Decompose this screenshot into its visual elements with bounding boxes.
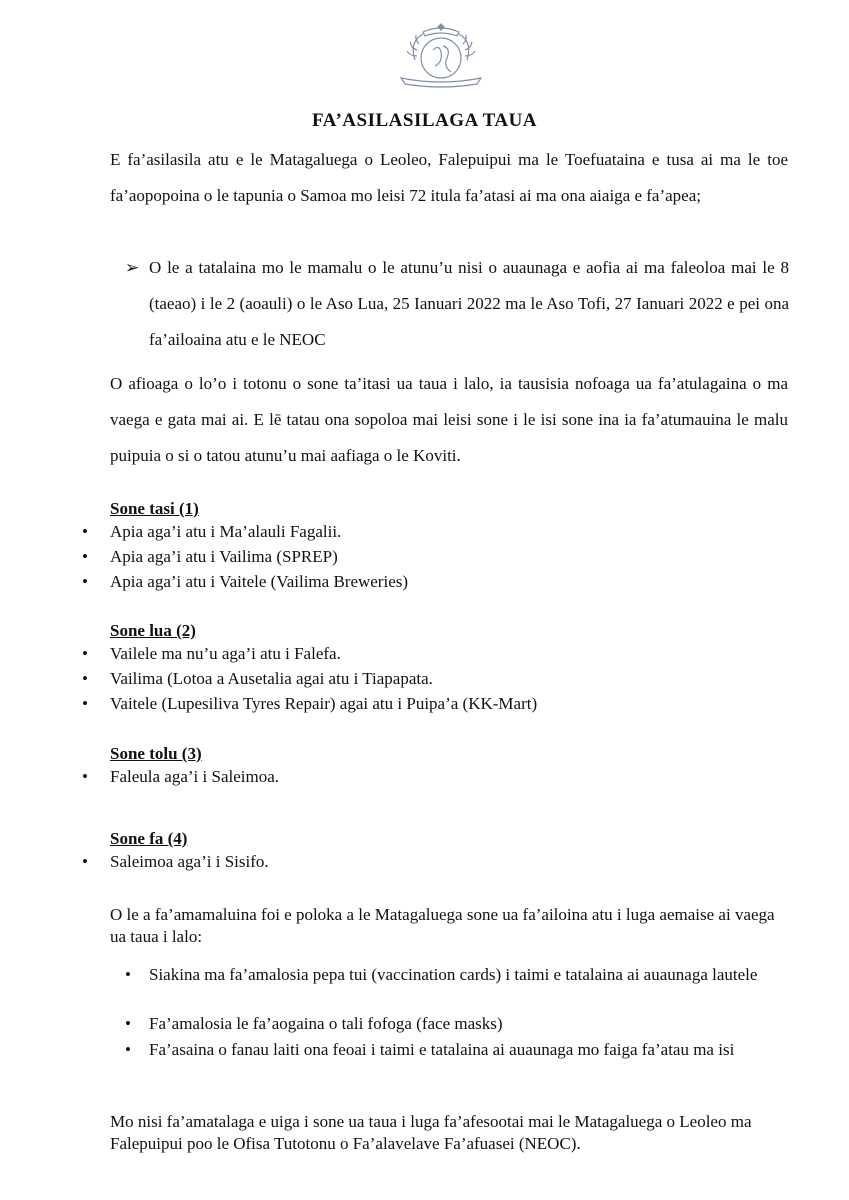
zone-list-item: • Apia aga’i atu i Vailima (SPREP)	[82, 547, 338, 566]
zone-list-item: • Apia aga’i atu i Ma’alauli Fagalii.	[82, 522, 342, 541]
bullet-icon: •	[125, 1040, 131, 1059]
intro-paragraph: E fa’asilasila atu e le Matagaluega o Leoleo, Falepuipui ma le Toefuataina e tusa ai ma le toe fa’aopopoina o le tapunia o Samoa mo leisi 72 itula fa’atasi ai ma ona aiaiga e fa’apea;	[110, 150, 788, 205]
document-page: FA’ASILASILAGA TAUA E fa’asilasila atu e le Matagaluega o Leoleo, Falepuipui ma le Toefuataina e tusa ai ma le toe fa’aopopoina o le tapunia o Samoa mo leisi 72 itula fa’atasi ai ma ona aiaiga e fa’apea; ➢ O le a tatalaina mo le mamalu o le atunu’u nisi o auaunaga e aofia ai ma faleoloa mai le 8 (taeao) i le 2 (aoauli) o le Aso Lua, 25 Ianuari 2022 ma le Aso Tofi, 27 Ianuari 2022 e pei ona fa’ailoaina atu e le NEOC O afioaga o lo’o i totonu o sone ta’itasi ua taua i lalo, ia tausisia nofoaga ua fa’atulagaina o ma vaega e gata mai ai. E lē tatau ona sopoloa mai leisi sone i le isi sone ina ia fa’atumauina le malu puipuia o si o tatou atunu’u mai aafiaga o le Koviti. Sone tasi (1) • Apia aga’i atu i Ma’alauli Fagalii. • Apia aga’i atu i Vailima (SPREP) • Apia aga’i atu i Vaitele (Vailima Breweries) Sone lua (2) • Vailele ma nu’u aga’i atu i Falefa. • Vailima (Lotoa a Ausetalia agai atu i Tiapapata. • Vaitele (Lupesiliva Tyres Repair) agai atu i Puipa’a (KK-Mart) Sone tolu (3) • Faleula aga’i i Saleimoa. Sone fa (4) • Saleimoa aga’i i Sisifo. O le a fa’amamaluina foi e poloka a le Matagaluega sone ua fa’ailoina atu i luga aemaise ai vaega ua taua i lalo: • Siakina ma fa’amalosia pepa tui (vaccination cards) i taimi e tatalaina ai auaunaga lautele • Fa’amalosia le fa’aogaina o tali fofoga (face masks) • Fa’asaina o fanau laiti ona feoai i taimi e tatalaina ai auaunaga mo faiga fa’atau ma isi Mo nisi fa’amatalaga e uiga i sone ua taua i luga fa’afesootai mai le Matagaluega o Leoleo ma Falepuipui poo le Ofisa Tutotonu o Fa’alavelave Fa’afuasei (NEOC).	[0, 0, 849, 1200]
bullet-icon: •	[82, 852, 88, 871]
closing-paragraph: Mo nisi fa’amatalaga e uiga i sone ua taua i luga fa’afesootai mai le Matagaluega o Leoleo ma Falepuipui poo le Ofisa Tutotonu o Fa’alavelave Fa’afuasei (NEOC).	[110, 1112, 752, 1153]
bullet-icon: •	[125, 965, 131, 984]
zone-heading: Sone tolu (3)	[110, 744, 202, 763]
bullet-icon: •	[125, 1014, 131, 1033]
bullet-icon: •	[82, 767, 88, 786]
zone-list-item: • Vaitele (Lupesiliva Tyres Repair) agai atu i Puipa’a (KK-Mart)	[82, 694, 538, 713]
reminder-paragraph: O le a fa’amamaluina foi e poloka a le Matagaluega sone ua fa’ailoina atu i luga aemaise ai vaega ua taua i lalo:	[110, 905, 775, 946]
bullet-icon: •	[82, 572, 88, 591]
arrow-bullet-icon: ➢	[125, 258, 140, 277]
bullet-icon: •	[82, 547, 88, 566]
document-title: FA’ASILASILAGA TAUA	[311, 110, 538, 131]
zone-list-item: • Saleimoa aga’i i Sisifo.	[82, 852, 269, 871]
zone-heading: Sone lua (2)	[110, 621, 196, 640]
zone-list-item: • Vailima (Lotoa a Ausetalia agai atu i Tiapapata.	[82, 669, 433, 688]
zone-heading: Sone tasi (1)	[110, 499, 199, 518]
bullet-icon: •	[82, 522, 88, 541]
bullet-icon: •	[82, 644, 88, 663]
zone-list-item: • Apia aga’i atu i Vaitele (Vailima Breweries)	[82, 572, 409, 591]
zone-heading: Sone fa (4)	[110, 829, 188, 848]
zone-list-item: • Faleula aga’i i Saleimoa.	[82, 767, 279, 786]
bullet-icon: •	[82, 694, 88, 713]
arrow-item-text: O le a tatalaina mo le mamalu o le atunu’u nisi o auaunaga e aofia ai ma faleoloa mai le 8 (taeao) i le 2 (aoauli) o le Aso Lua, 25 Ianuari 2022 ma le Aso Tofi, 27 Ianuari 2022 e pei ona fa’ailoaina atu e le NEOC	[149, 258, 789, 349]
zone-list-item: • Vailele ma nu’u aga’i atu i Falefa.	[82, 644, 341, 663]
zones-intro-paragraph: O afioaga o lo’o i totonu o sone ta’itasi ua taua i lalo, ia tausisia nofoaga ua fa’atulagaina o ma vaega e gata mai ai. E lē tatau ona sopoloa mai leisi sone i le isi sone ina ia fa’atumauina le malu puipuia o si o tatou atunu’u mai aafiaga o le Koviti.	[110, 374, 788, 465]
bullet-icon: •	[82, 669, 88, 688]
ministry-crest-icon	[393, 20, 489, 90]
